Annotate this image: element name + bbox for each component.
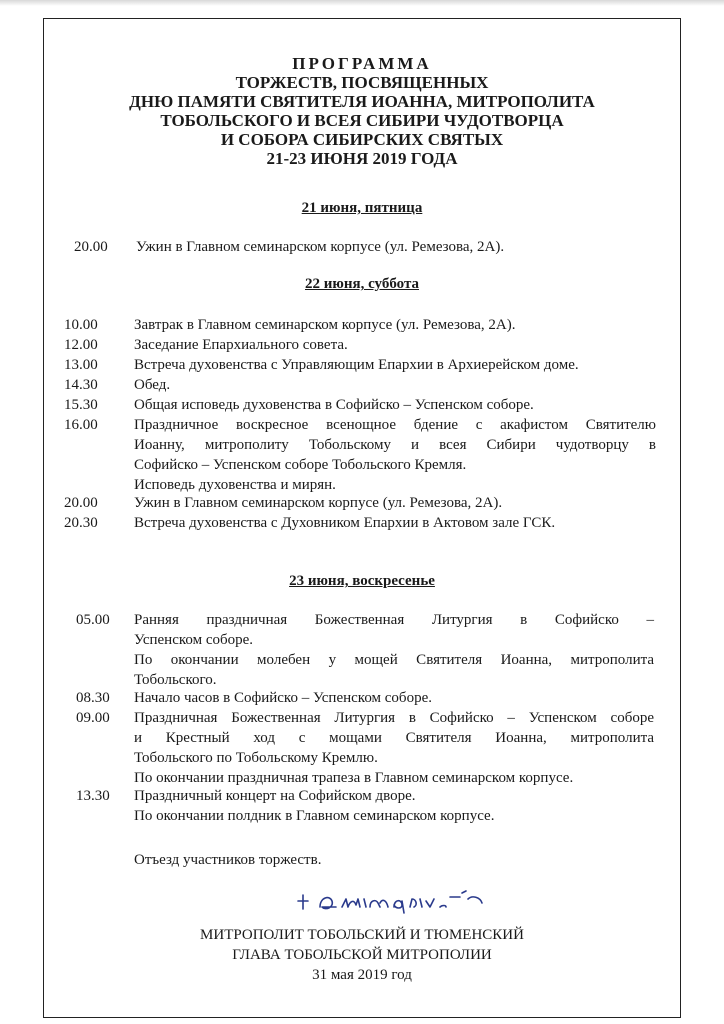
title-line: ПРОГРАММА [292, 54, 432, 73]
event-text: Иоанну, митрополиту Тобольскому и всея Сибири чудотворцу в [134, 437, 656, 453]
signatory-subtitle: ГЛАВА ТОБОЛЬСКОЙ МИТРОПОЛИИ [232, 947, 492, 963]
closing-text: Отъезд участников торжеств. [134, 852, 322, 868]
handwritten-signature [290, 885, 490, 917]
event-text: Заседание Епархиального совета. [134, 337, 348, 353]
event-text: Исповедь духовенства и мирян. [134, 477, 336, 493]
event-text: Праздничный концерт на Софийском дворе. [134, 788, 416, 804]
event-time: 15.30 [64, 397, 98, 413]
event-text: Общая исповедь духовенства в Софийско – Успенском соборе. [134, 397, 534, 413]
event-time: 13.00 [64, 357, 98, 373]
event-text: Начало часов в Софийско – Успенском соборе. [134, 690, 432, 706]
event-time: 14.30 [64, 377, 98, 393]
day-title-june-22: 22 июня, суббота [304, 276, 420, 292]
program-title [0, 54, 724, 168]
title-line: ТОРЖЕСТВ, ПОСВЯЩЕННЫХ [235, 73, 489, 92]
event-time: 20.30 [64, 515, 98, 531]
event-time: 09.00 [76, 710, 110, 726]
event-time: 20.00 [74, 239, 108, 255]
event-text: По окончании полдник в Главном семинарском корпусе. [134, 808, 495, 824]
event-text: Встреча духовенства с Духовником Епархии в Актовом зале ГСК. [134, 515, 556, 531]
event-text: Тобольского. [134, 672, 217, 688]
event-text: Праздничное воскресное всенощное бдение с акафистом Святителю [134, 417, 656, 433]
signatory-title: МИТРОПОЛИТ ТОБОЛЬСКИЙ И ТЮМЕНСКИЙ [200, 927, 524, 943]
event-time: 12.00 [64, 337, 98, 353]
event-text: Тобольского по Тобольскому Кремлю. [134, 750, 378, 766]
scan-edge [0, 0, 724, 6]
schedule-row [64, 415, 659, 495]
title-line: ТОБОЛЬСКОГО И ВСЕЯ СИБИРИ ЧУДОТВОРЦА [160, 111, 564, 130]
event-time: 05.00 [76, 612, 110, 628]
signature-block [0, 925, 724, 985]
schedule-row [76, 708, 660, 788]
event-text: Ужин в Главном семинарском корпусе (ул. Ремезова, 2А). [136, 239, 505, 255]
event-time: 20.00 [64, 495, 98, 511]
event-time: 13.30 [76, 788, 110, 804]
document-date: 31 мая 2019 год [312, 967, 412, 983]
event-text: Ужин в Главном семинарском корпусе (ул. Ремезова, 2А). [134, 495, 503, 511]
event-text: Завтрак в Главном семинарском корпусе (ул. Ремезова, 2А). [134, 317, 516, 333]
event-time: 08.30 [76, 690, 110, 706]
event-text: Встреча духовенства с Управляющим Епархии в Архиерейском доме. [134, 357, 579, 373]
event-time: 16.00 [64, 417, 98, 433]
event-text: По окончании праздничная трапеза в Главном семинарском корпусе. [134, 770, 574, 786]
event-text: Праздничная Божественная Литургия в Софийско – Успенском соборе [134, 710, 654, 726]
day-title-june-23: 23 июня, воскресенье [289, 573, 435, 589]
title-line: ДНЮ ПАМЯТИ СВЯТИТЕЛЯ ИОАННА, МИТРОПОЛИТА [129, 92, 595, 111]
schedule-row [76, 610, 660, 690]
event-text: Софийско – Успенском соборе Тобольского Кремля. [134, 457, 467, 473]
title-line: И СОБОРА СИБИРСКИХ СВЯТЫХ [220, 130, 504, 149]
schedule-row [76, 786, 660, 826]
event-text: Обед. [134, 377, 171, 393]
event-time: 10.00 [64, 317, 98, 333]
event-text: Ранняя праздничная Божественная Литургия в Софийско – [134, 612, 654, 628]
day-title-june-21: 21 июня, пятница [301, 200, 423, 216]
event-text: Успенском соборе. [134, 632, 254, 648]
event-text: и Крестный ход с мощами Святителя Иоанна, митрополита [134, 730, 654, 746]
event-text: По окончании молебен у мощей Святителя Иоанна, митрополита [134, 652, 654, 668]
title-line: 21-23 ИЮНЯ 2019 ГОДА [266, 149, 458, 168]
